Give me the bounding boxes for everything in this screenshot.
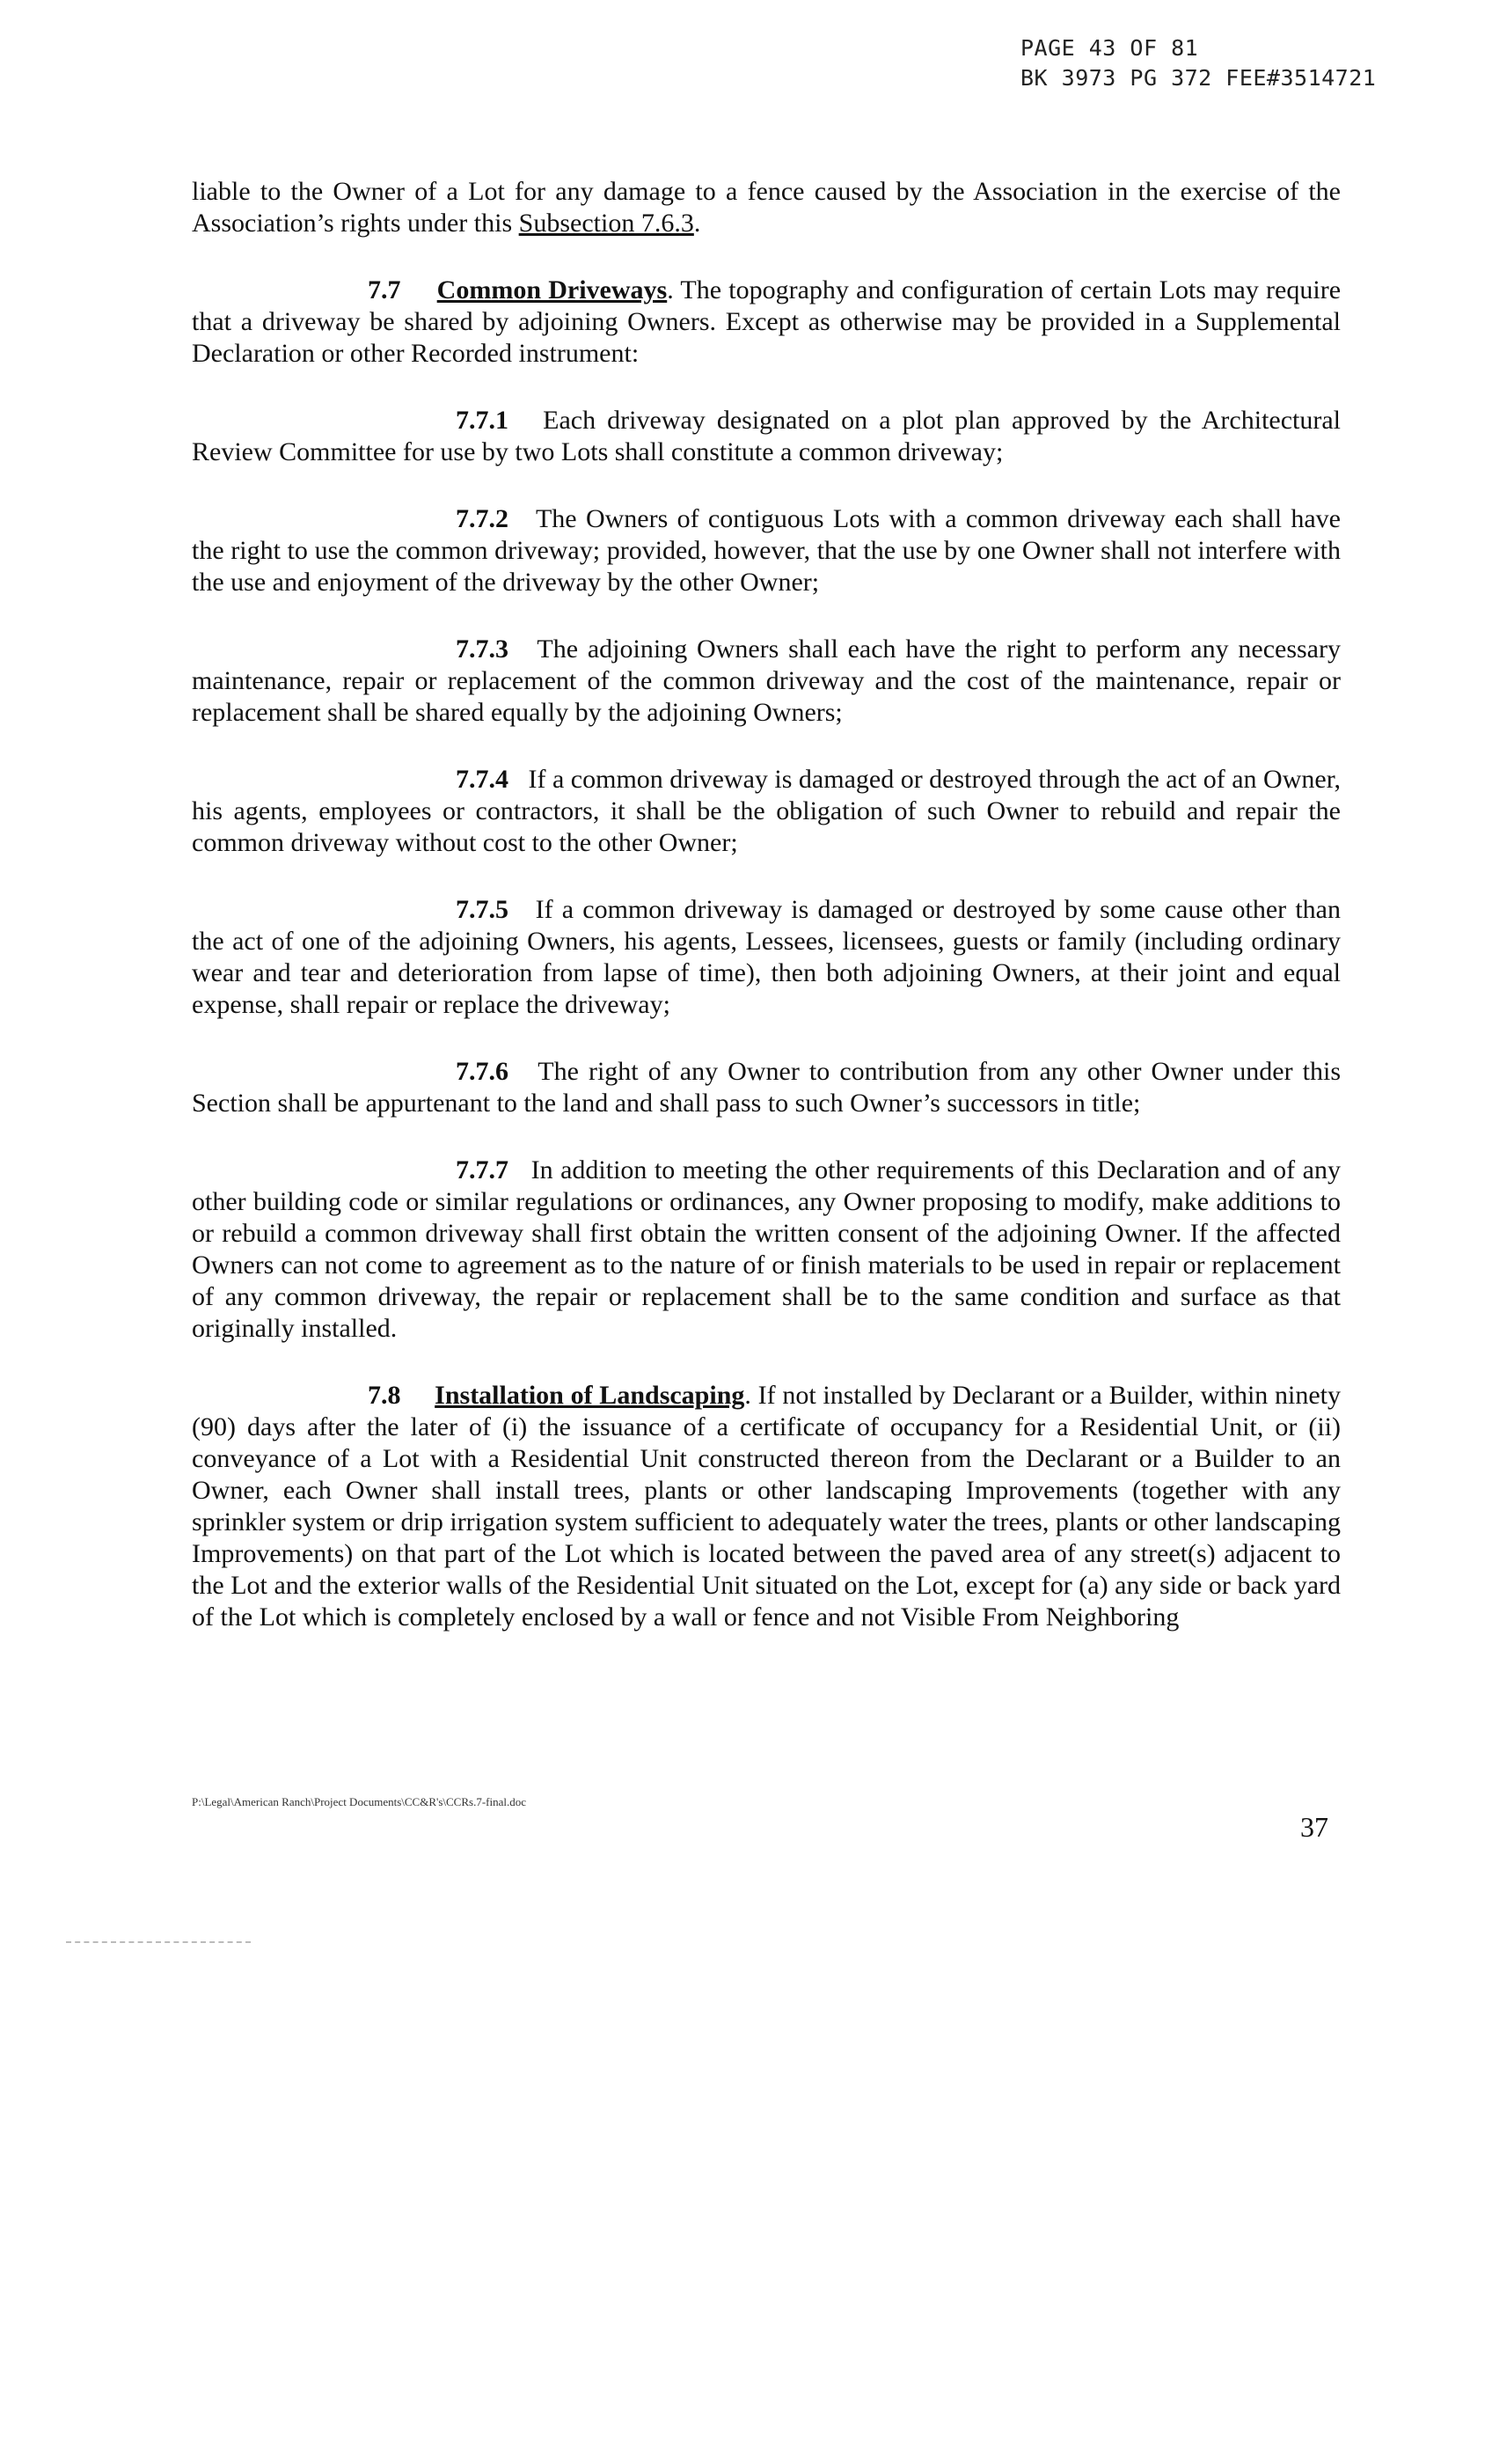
paragraph-continuation: liable to the Owner of a Lot for any damage to a fence caused by the Association in the exercise of the Association’s rights under this Subsection 7.6.3. bbox=[192, 177, 1341, 238]
subsection-7-7-2: 7.7.2 The Owners of contiguous Lots with a common driveway each shall have the right to use the common driveway; provided, however, that the use by one Owner shall not interfere with the use and enjoyment of the driveway by the other Owner; bbox=[192, 504, 1341, 597]
page-number: 37 bbox=[1300, 1811, 1328, 1843]
subsection-7-7-5: 7.7.5 If a common driveway is damaged or destroyed by some cause other than the act of one of the adjoining Owners, his agents, Lessees, licensees, guests or family (including ordinary wear and tear and deterioration from lapse of time), then both adjoining Owners, at their joint and equal expense, shall repair or replace the driveway; bbox=[192, 895, 1341, 1019]
subsection-7-7-6: 7.7.6 The right of any Owner to contribution from any other Owner under this Section shall be appurtenant to the land and shall pass to such Owner’s successors in title; bbox=[192, 1057, 1342, 1118]
subsection-reference: Subsection 7.6.3 bbox=[518, 209, 694, 238]
file-path-footer: P:\Legal\American Ranch\Project Documents\CC&R's\CCRs.7-final.doc bbox=[192, 1795, 527, 1808]
section-7-8: 7.8 Installation of Landscaping. If not installed by Declarant or a Builder, within ninety (90) days after the later of (i) the issuance of a certificate of occupancy for a Residential Unit, or (ii) conveyance of a Lot with a Residential Unit constructed thereon from the Declarant or a Builder to an Owner, each Owner shall install trees, plants or other landscaping Improvements (together with any sprinkler system or drip irrigation system sufficient to adequately water the trees, plants or other landscaping Improvements) on that part of the Lot which is located between the paved area of any street(s) adjacent to the Lot and the exterior walls of the Residential Unit situated on the Lot, except for (a) any side or back yard of the Lot which is completely enclosed by a wall or fence and not Visible From Neighboring bbox=[192, 1381, 1341, 1632]
subsection-7-7-7: 7.7.7 In addition to meeting the other requirements of this Declaration and of any other building code or similar regulations or ordinances, any Owner proposing to modify, make additions to or rebuild a common driveway shall first obtain the written consent of the adjoining Owner. If the affected Owners can not come to agreement as to the nature of or finish materials to be used in repair or replacement of any common driveway, the repair or replacement shall be to the same condition and surface as that originally installed. bbox=[192, 1155, 1342, 1343]
section-number: 7.8 bbox=[368, 1381, 401, 1410]
subsection-7-7-4: 7.7.4 If a common driveway is damaged or destroyed through the act of an Owner, his agents, employees or contractors, it shall be the obligation of such Owner to rebuild and repair the common driveway without cost to the other Owner; bbox=[192, 765, 1341, 857]
subsection-number: 7.7.7 bbox=[456, 1155, 508, 1184]
section-7-7: 7.7 Common Driveways. The topography and configuration of certain Lots may require that a driveway be shared by adjoining Owners. Except as otherwise may be provided in a Supplemental Declaration or other Recorded instrument: bbox=[192, 275, 1342, 368]
subsection-number: 7.7.4 bbox=[456, 765, 508, 794]
subsection-number: 7.7.3 bbox=[456, 634, 508, 664]
subsection-number: 7.7.5 bbox=[456, 895, 508, 924]
section-heading: Common Driveways bbox=[436, 275, 668, 304]
subsection-number: 7.7.6 bbox=[456, 1057, 508, 1086]
section-number: 7.7 bbox=[368, 275, 401, 304]
stamp-page-line: PAGE 43 OF 81 bbox=[1020, 35, 1199, 61]
document-body bbox=[192, 176, 1341, 1668]
subsection-number: 7.7.1 bbox=[456, 406, 508, 435]
subsection-number: 7.7.2 bbox=[456, 504, 508, 533]
stamp-book-line: BK 3973 PG 372 FEE#3514721 bbox=[1020, 65, 1377, 91]
section-heading: Installation of Landscaping bbox=[435, 1381, 745, 1410]
subsection-7-7-1: 7.7.1 Each driveway designated on a plot plan approved by the Architectural Review Committee for use by two Lots shall constitute a common driveway; bbox=[192, 406, 1342, 466]
subsection-7-7-3: 7.7.3 The adjoining Owners shall each have the right to perform any necessary maintenance, repair or replacement of the common driveway and the cost of the maintenance, repair or replacement shall be shared equally by the adjoining Owners; bbox=[192, 634, 1341, 727]
scan-artifact-line bbox=[66, 1941, 251, 1945]
recording-stamp bbox=[1020, 33, 1408, 93]
